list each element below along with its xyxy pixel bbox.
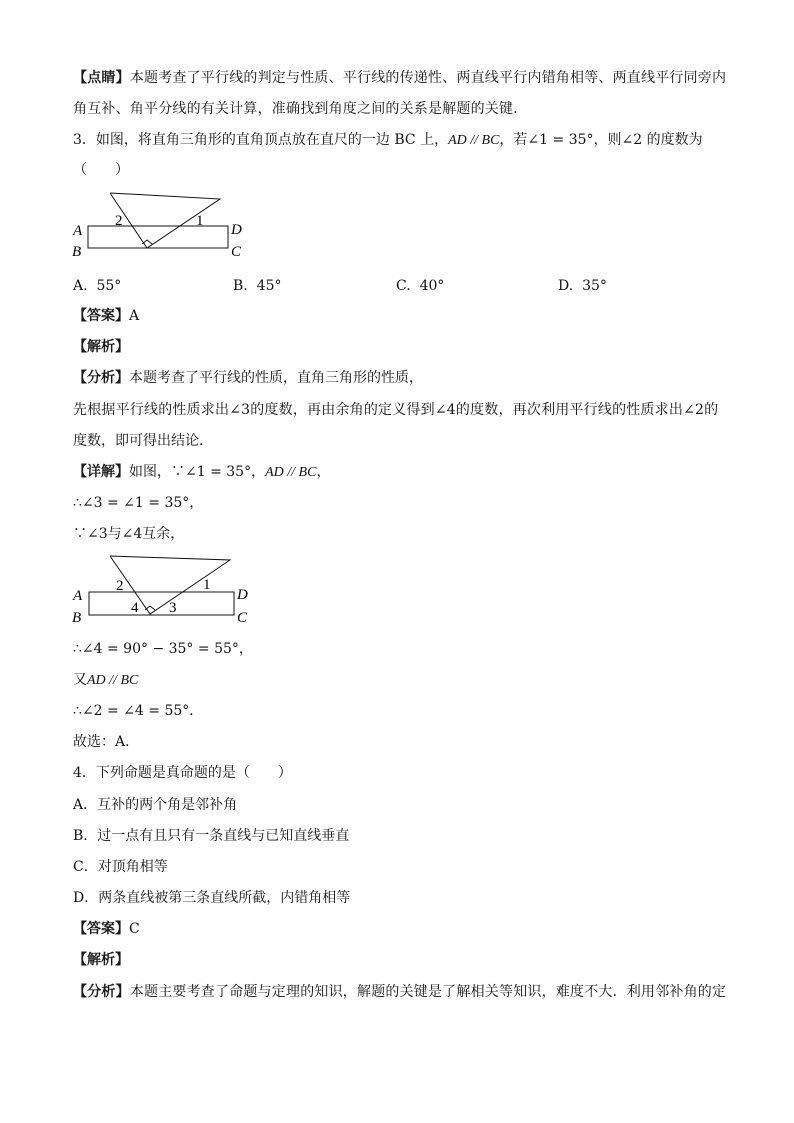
- option-letter: A.: [73, 278, 88, 294]
- q4-answer: [73, 919, 140, 939]
- fig2-label-B: B: [72, 610, 82, 626]
- q3-stem: [73, 130, 703, 151]
- q3-answer: [73, 306, 139, 326]
- q4-analysis-tag: [73, 950, 129, 970]
- fig2-label-A: A: [73, 588, 83, 604]
- q4-option-b: B．过一点有且只有一条直线与已知直线垂直: [73, 828, 350, 844]
- option-letter: B.: [233, 278, 248, 294]
- note-line-1: [73, 68, 726, 88]
- q4-option-c: C．对顶角相等: [73, 859, 168, 875]
- answer-tag: 【答案】: [73, 308, 129, 324]
- answer-value: A: [129, 308, 140, 324]
- fig2-label-D: D: [237, 587, 248, 603]
- fig2-label-3: 3: [169, 600, 177, 616]
- option-text: 35°: [582, 278, 607, 294]
- option-text: 45°: [256, 278, 282, 294]
- q3-paren: （ ）: [73, 162, 129, 178]
- option-text: 40°: [419, 278, 445, 294]
- note-tag: 【点睛】: [73, 70, 130, 86]
- q4-option-d: D．两条直线被第三条直线所截，内错角相等: [73, 890, 351, 906]
- xiangjie-tag: 【详解】: [73, 464, 129, 480]
- q3-fenxi: [73, 368, 423, 388]
- q3-stem-a: 3．如图，将直角三角形的直角顶点放在直尺的一边 BC 上，: [73, 132, 449, 148]
- step4-prefix: 又: [73, 672, 87, 688]
- answer-value: C: [129, 921, 140, 937]
- option-letter: D.: [558, 278, 574, 294]
- fig1-label-C: C: [231, 244, 242, 260]
- q4-option-a: A．互补的两个角是邻补角: [73, 797, 238, 813]
- option-letter: C.: [396, 278, 411, 294]
- q3-step-5: ∴∠2 = ∠4 = 55°．: [73, 703, 204, 719]
- right-angle-mark: [145, 606, 155, 610]
- xiangjie-a: 如图，∵∠1 = 35°，: [129, 464, 266, 480]
- analysis-tag: 【解析】: [73, 339, 129, 355]
- ruler-rect: [89, 592, 234, 615]
- q3-step-2: ∵∠3与∠4互余，: [73, 526, 185, 542]
- answer-tag: 【答案】: [73, 921, 129, 937]
- q3-step-4: [73, 670, 138, 691]
- step4-parallel: AD // BC: [87, 673, 139, 688]
- q3-fenxi-line-2: 先根据平行线的性质求出∠3的度数，再由余角的定义得到∠4的度数，再次利用平行线的性质求出∠2的: [73, 402, 719, 418]
- note-text-1: 本题考查了平行线的判定与性质、平行线的传递性、两直线平行内错角相等、两直线平行同旁内: [129, 70, 727, 86]
- q3-step-3: ∴∠4 = 90° − 35° = 55°，: [73, 641, 253, 657]
- xiangjie-c: ，: [316, 464, 331, 480]
- q3-option-c: [396, 276, 444, 296]
- note-line-2: 角互补、角平分线的有关计算，准确找到角度之间的关系是解题的关键．: [73, 101, 528, 117]
- xiangjie-parallel: AD // BC: [265, 465, 317, 480]
- q3-option-d: [558, 276, 607, 296]
- q3-figure-1: [70, 188, 255, 263]
- fig2-label-2: 2: [116, 578, 124, 594]
- fenxi-text: 本题考查了平行线的性质，直角三角形的性质，: [129, 370, 423, 386]
- q3-option-a: [73, 276, 121, 296]
- fig1-label-1: 1: [196, 213, 204, 229]
- fenxi-tag: 【分析】: [73, 370, 129, 386]
- ruler-rect: [88, 226, 228, 248]
- fig1-label-A: A: [73, 223, 83, 239]
- q4-fenxi: [73, 982, 726, 1002]
- fig2-label-1: 1: [203, 577, 211, 593]
- q4-stem: 4．下列命题是真命题的是（ ）: [73, 765, 292, 781]
- fenxi-text: 本题主要考查了命题与定理的知识，解题的关键是了解相关等知识，难度不大．利用邻补角的定: [129, 984, 727, 1000]
- option-text: 55°: [96, 278, 122, 294]
- q3-stem-parallel: AD // BC: [448, 133, 500, 148]
- q3-options: [73, 276, 733, 296]
- q3-conclusion: 故选：A．: [73, 734, 140, 750]
- fig1-label-D: D: [231, 222, 242, 238]
- fig1-label-B: B: [72, 244, 82, 260]
- triangle-outline: [110, 193, 220, 248]
- q3-xiangjie: [73, 462, 330, 483]
- fig2-label-C: C: [237, 610, 248, 626]
- fig2-label-4: 4: [131, 600, 139, 616]
- fig1-label-2: 2: [115, 213, 123, 229]
- q3-option-b: [233, 276, 281, 296]
- fenxi-tag: 【分析】: [73, 984, 130, 1000]
- q3-stem-c: ，若∠1 = 35°，则∠2 的度数为: [499, 132, 703, 148]
- q3-step-1: ∴∠3 = ∠1 = 35°，: [73, 495, 204, 511]
- q3-figure-2: [70, 552, 260, 628]
- q3-fenxi-line-3: 度数，即可得出结论．: [73, 433, 213, 449]
- q3-analysis-tag: [73, 337, 129, 357]
- analysis-tag: 【解析】: [73, 952, 129, 968]
